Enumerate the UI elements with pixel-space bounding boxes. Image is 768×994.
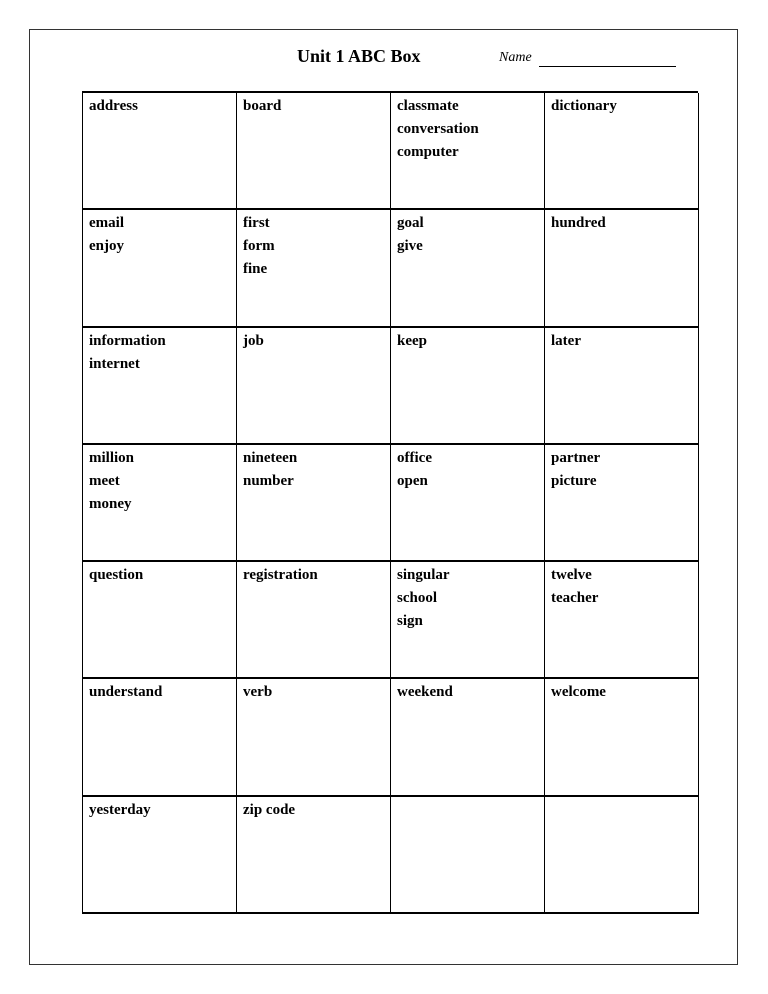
vocab-word: registration: [243, 567, 318, 584]
vocab-word: million: [89, 449, 135, 466]
grid-cell: [83, 93, 237, 210]
vocab-word: understand: [89, 684, 163, 701]
vocab-word: address: [89, 98, 138, 114]
vocab-word: school: [397, 590, 438, 607]
grid-cell: [391, 562, 545, 679]
vocab-word: weekend: [397, 684, 453, 701]
vocab-word: internet: [89, 355, 140, 372]
grid-cell: [391, 210, 545, 327]
vocab-word: give: [397, 238, 423, 255]
grid-cell: [83, 445, 237, 562]
vocab-word: fine: [243, 261, 268, 278]
abc-box-grid: [82, 91, 698, 914]
grid-cell: [545, 210, 699, 327]
grid-cell: [83, 797, 237, 914]
grid-cell: [237, 93, 391, 210]
vocab-word: first: [243, 215, 270, 232]
vocab-word: email: [89, 215, 124, 232]
grid-cell: [545, 797, 699, 914]
vocab-word: enjoy: [89, 238, 124, 255]
vocab-word: meet: [89, 472, 120, 489]
vocab-word: open: [397, 472, 428, 489]
page-title: Unit 1 ABC Box: [297, 46, 421, 66]
vocab-word: picture: [551, 472, 597, 489]
vocab-word: money: [89, 495, 132, 512]
grid-cell: [391, 797, 545, 914]
grid-cell: [391, 445, 545, 562]
vocab-word: question: [89, 567, 144, 584]
vocab-word: verb: [243, 684, 273, 701]
vocab-word: office: [397, 449, 432, 466]
grid-cell: [545, 328, 699, 445]
vocab-word: conversation: [397, 121, 479, 137]
grid-cell: [545, 562, 699, 679]
vocab-word: classmate: [397, 98, 459, 114]
vocab-word: sign: [397, 613, 423, 630]
name-field-line[interactable]: [539, 66, 676, 67]
vocab-word: hundred: [551, 215, 606, 232]
grid-cell: [237, 445, 391, 562]
grid-cell: [545, 93, 699, 210]
vocab-word: keep: [397, 332, 427, 349]
vocab-word: singular: [397, 567, 450, 584]
vocab-word: form: [243, 238, 275, 255]
vocab-word: welcome: [551, 684, 606, 701]
vocab-word: number: [243, 472, 294, 489]
grid-cell: [545, 679, 699, 796]
vocab-word: zip code: [243, 801, 296, 818]
grid-cell: [545, 445, 699, 562]
grid-cell: [391, 679, 545, 796]
name-label: Name: [499, 50, 532, 65]
vocab-word: teacher: [551, 590, 599, 607]
grid-cell: [391, 93, 545, 210]
vocab-word: nineteen: [243, 449, 298, 466]
vocab-word: board: [243, 98, 282, 114]
grid-cell: [237, 797, 391, 914]
vocab-word: goal: [397, 215, 424, 232]
grid-cell: [83, 679, 237, 796]
vocab-word: dictionary: [551, 98, 617, 114]
vocab-word: information: [89, 332, 166, 349]
grid-cell: [237, 679, 391, 796]
vocab-word: computer: [397, 144, 459, 160]
vocab-word: twelve: [551, 567, 592, 584]
vocab-word: later: [551, 332, 581, 349]
grid-cell: [237, 328, 391, 445]
vocab-word: partner: [551, 449, 601, 466]
grid-cell: [83, 562, 237, 679]
grid-cell: [237, 210, 391, 327]
grid-cell: [237, 562, 391, 679]
grid-cell: [391, 328, 545, 445]
vocab-word: job: [243, 332, 264, 349]
grid-cell: [83, 210, 237, 327]
grid-cell: [83, 328, 237, 445]
vocab-word: yesterday: [89, 801, 151, 818]
